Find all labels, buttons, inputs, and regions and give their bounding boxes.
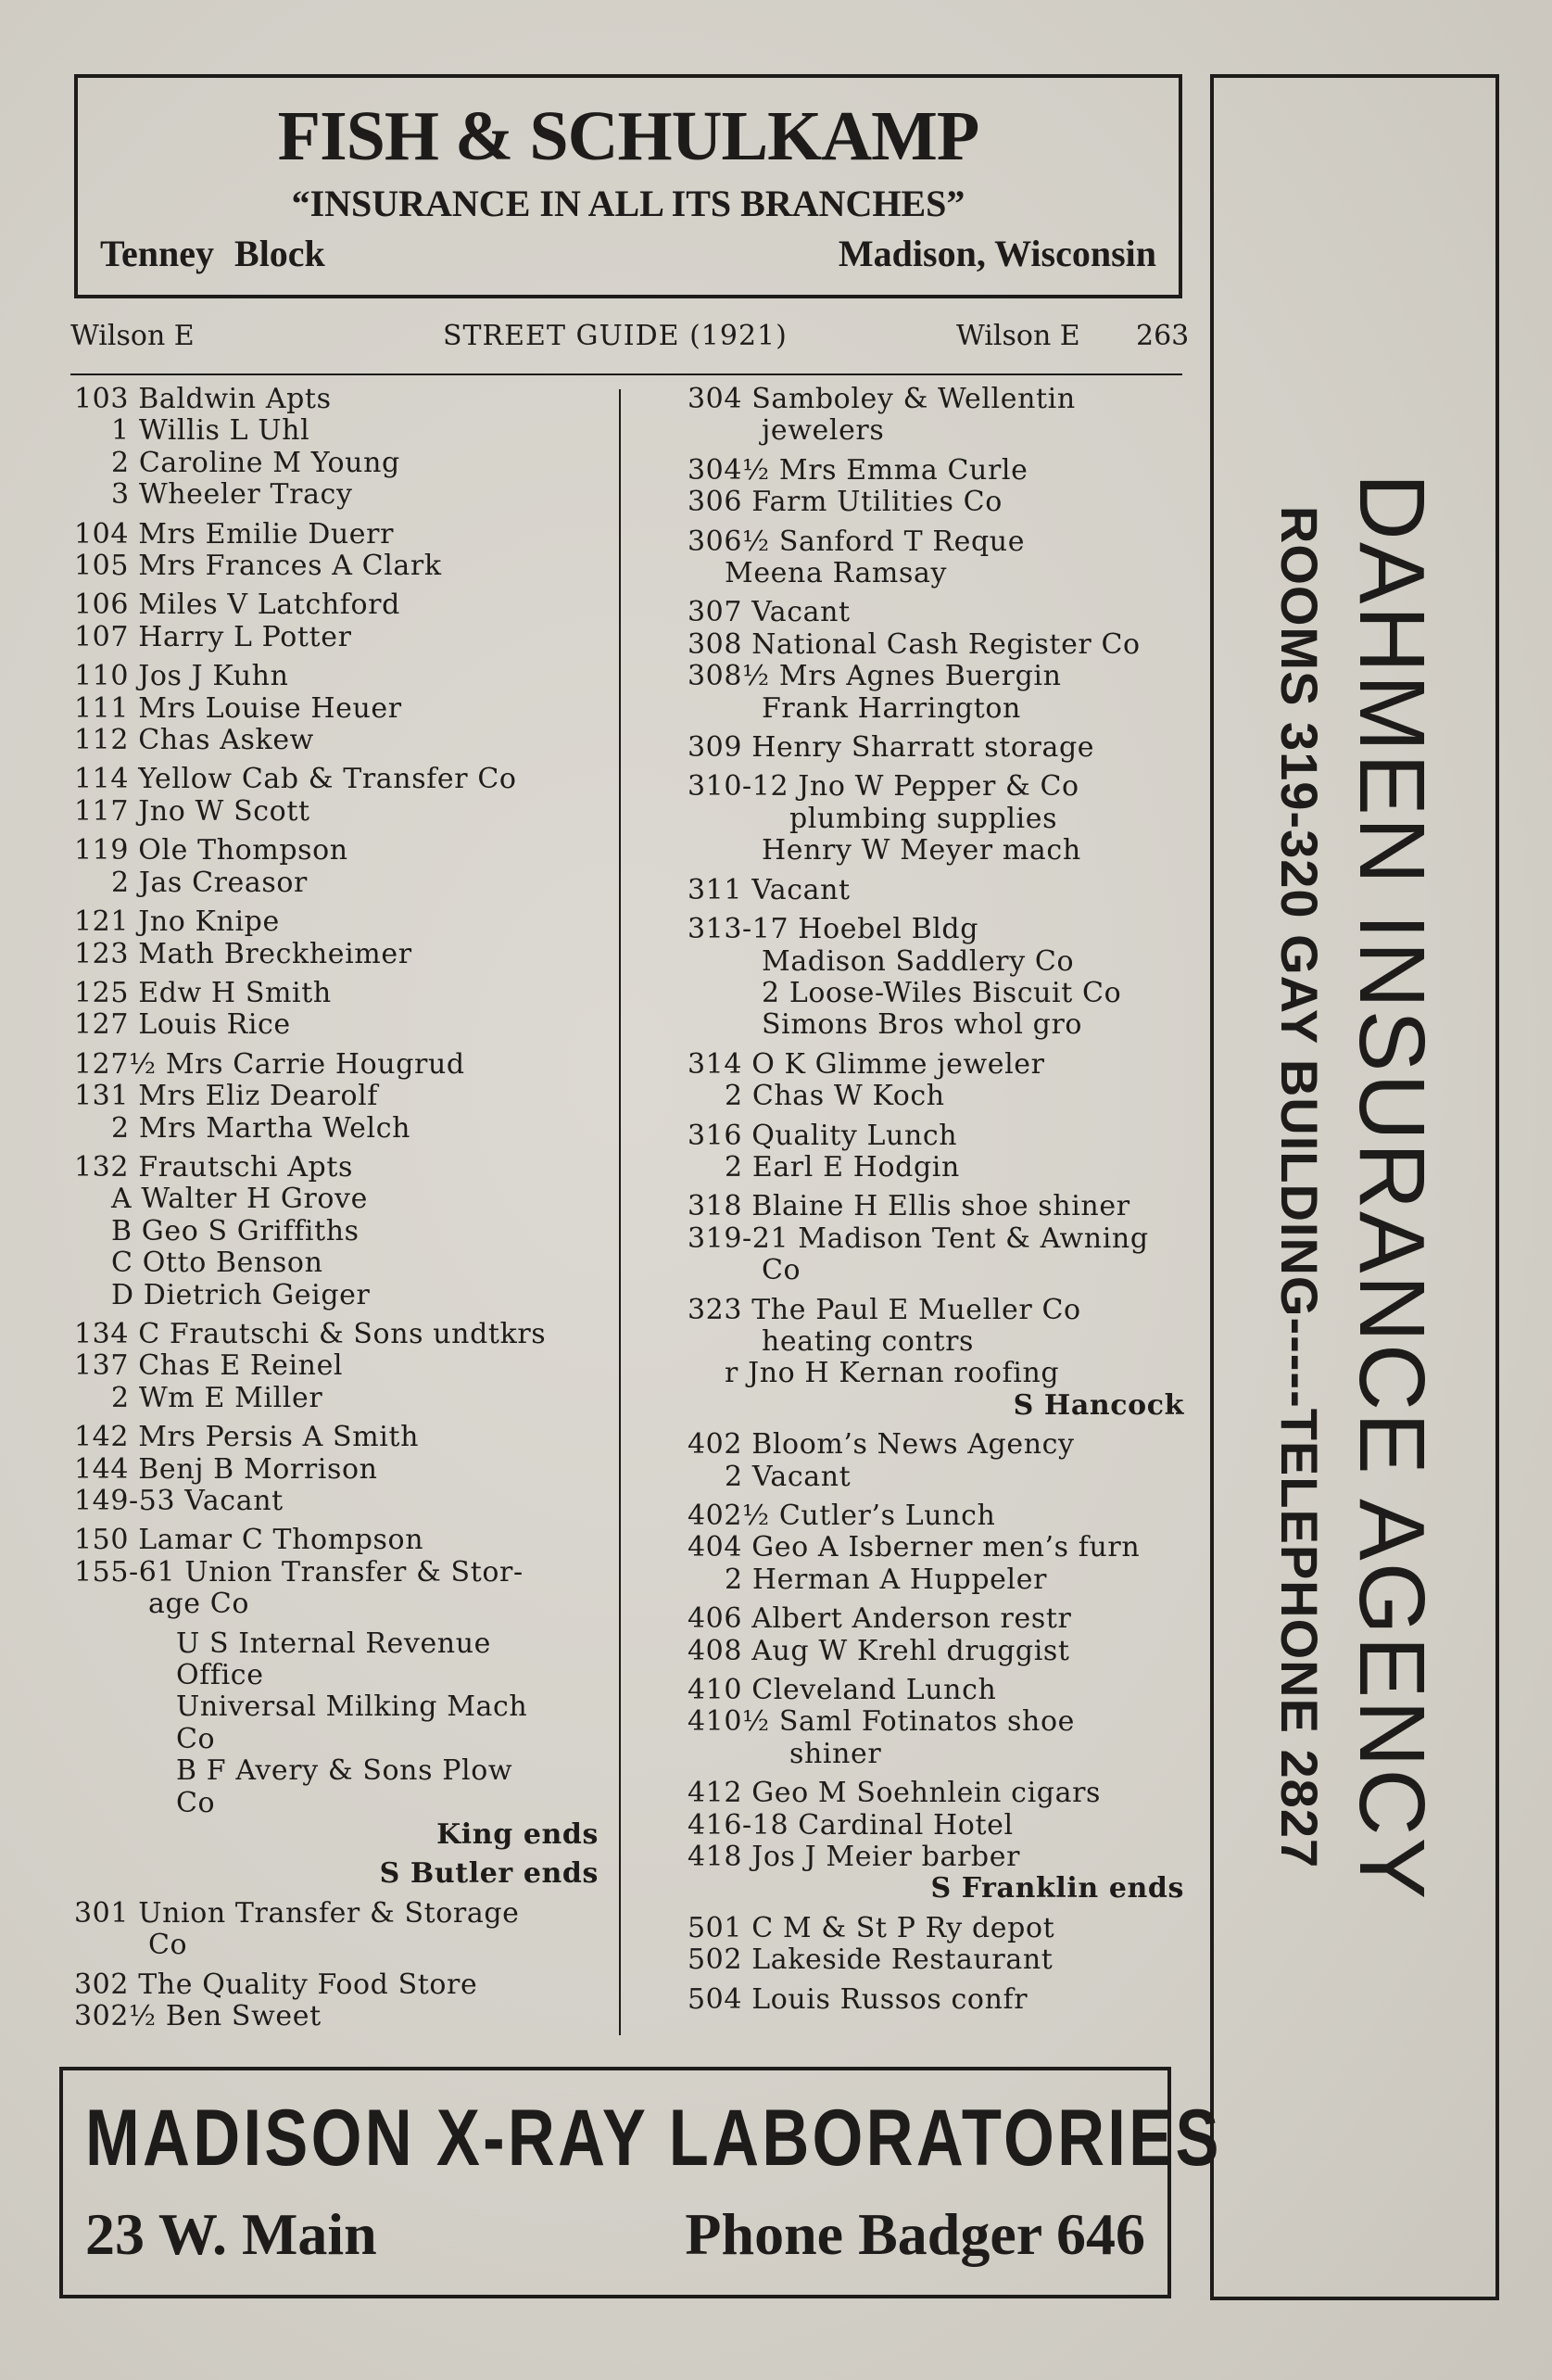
directory-entry: 311 Vacant [688, 873, 851, 906]
ad-firm-name: FISH & SCHULKAMP [277, 97, 979, 175]
directory-entry: Co [762, 1254, 801, 1287]
directory-entry: 2 Chas W Koch [725, 1080, 945, 1113]
directory-entry: 110 Jos J Kuhn [74, 660, 289, 693]
directory-entry: 1 Willis L Uhl [111, 414, 310, 448]
directory-entry: 144 Benj B Morrison [74, 1452, 378, 1486]
directory-entry: 2 Mrs Martha Welch [111, 1111, 411, 1145]
directory-entry: 132 Frautschi Apts [74, 1150, 353, 1184]
cross-street-marker: S Hancock [1013, 1388, 1184, 1422]
header-street-right: Wilson E [956, 320, 1080, 352]
ad-location: Tenney Block [100, 233, 325, 274]
cross-street-marker: King ends [436, 1818, 599, 1852]
directory-entry: 313-17 Hoebel Bldg [688, 913, 979, 946]
directory-entry: 504 Louis Russos confr [688, 1982, 1028, 2016]
cross-street-marker: S Franklin ends [930, 1872, 1184, 1905]
ad-lab-address: 23 W. Main [85, 2201, 377, 2267]
directory-entry: Madison Saddlery Co [762, 944, 1075, 978]
directory-entry: 150 Lamar C Thompson [74, 1524, 424, 1557]
directory-entry: 103 Baldwin Apts [74, 383, 332, 415]
fish-schulkamp-ad [74, 74, 1182, 298]
directory-entry: 2 Caroline M Young [111, 446, 400, 479]
directory-entry: 402 Bloom’s News Agency [688, 1428, 1075, 1462]
directory-entry: 125 Edw H Smith [74, 976, 332, 1009]
directory-entry: 137 Chas E Reinel [74, 1349, 344, 1383]
directory-entry: 319-21 Madison Tent & Awning [688, 1222, 1149, 1255]
directory-entry: Office [176, 1659, 264, 1692]
directory-entry: 2 Herman A Huppeler [725, 1563, 1048, 1596]
directory-entry: 121 Jno Knipe [74, 905, 280, 939]
header-title: STREET GUIDE (1921) [443, 320, 788, 352]
directory-entry: B Geo S Griffiths [111, 1214, 360, 1247]
directory-entry: 404 Geo A Isberner men’s furn [688, 1531, 1141, 1564]
directory-entry: 119 Ole Thompson [74, 834, 348, 867]
directory-entry: 2 Wm E Miller [111, 1381, 323, 1414]
directory-entry: 301 Union Transfer & Storage [74, 1896, 520, 1930]
directory-entry: 412 Geo M Soehnlein cigars [688, 1777, 1102, 1810]
directory-entry: jewelers [762, 414, 885, 448]
directory-entry: age Co [148, 1588, 249, 1621]
directory-entry: 123 Math Breckheimer [74, 937, 412, 970]
ad-agency-contact: ROOMS 319-320 GAY BUILDING-----TELEPHONE 2827 [1270, 505, 1329, 1869]
directory-entry: 3 Wheeler Tracy [111, 478, 353, 512]
ad-lab-name: MADISON X-RAY LABORATORIES [85, 2094, 1222, 2183]
directory-entry: 302½ Ben Sweet [74, 2000, 322, 2033]
directory-entry: B F Avery & Sons Plow [176, 1754, 513, 1788]
ad-agency-name: DAHMEN INSURANCE AGENCY [1340, 473, 1444, 1902]
directory-entry: 502 Lakeside Restaurant [688, 1943, 1054, 1977]
directory-entry: Co [176, 1786, 216, 1819]
directory-entry: Co [176, 1722, 216, 1755]
directory-entry: 114 Yellow Cab & Transfer Co [74, 763, 517, 796]
directory-entry: 308 National Cash Register Co [688, 627, 1141, 661]
directory-entry: 306½ Sanford T Reque [688, 525, 1026, 558]
directory-entry: 314 O K Glimme jeweler [688, 1047, 1045, 1081]
directory-entry: 309 Henry Sharratt storage [688, 731, 1095, 765]
directory-entry: 408 Aug W Krehl druggist [688, 1634, 1070, 1667]
directory-entry: 410½ Saml Fotinatos shoe [688, 1705, 1075, 1739]
directory-entry: 2 Jas Creasor [111, 866, 308, 899]
directory-entry: 107 Harry L Potter [74, 620, 352, 653]
directory-entry: U S Internal Revenue [176, 1627, 492, 1660]
directory-entry: 106 Miles V Latchford [74, 589, 400, 622]
directory-entry: 2 Loose-Wiles Biscuit Co [762, 976, 1122, 1009]
directory-entry: 112 Chas Askew [74, 724, 314, 757]
directory-entry: 117 Jno W Scott [74, 794, 310, 828]
directory-entry: 302 The Quality Food Store [74, 1968, 478, 2001]
directory-entry: 304½ Mrs Emma Curle [688, 453, 1028, 487]
directory-entry: 306 Farm Utilities Co [688, 486, 1003, 519]
header-street-left: Wilson E [70, 320, 195, 352]
directory-entry: plumbing supplies [789, 802, 1058, 835]
directory-entry: 402½ Cutler’s Lunch [688, 1500, 996, 1532]
directory-entry: A Walter H Grove [111, 1183, 368, 1216]
cross-street-marker: S Butler ends [379, 1857, 599, 1891]
directory-entry: 127 Louis Rice [74, 1008, 291, 1042]
directory-entry: shiner [789, 1737, 882, 1770]
ad-lab-phone: Phone Badger 646 [685, 2201, 1145, 2267]
directory-entry: 134 C Frautschi & Sons undtkrs [74, 1317, 547, 1350]
directory-entry: 149-53 Vacant [74, 1485, 284, 1517]
directory-entry: 304 Samboley & Wellentin [688, 383, 1076, 415]
directory-entry: Simons Bros whol gro [762, 1008, 1083, 1042]
directory-entry: 104 Mrs Emilie Duerr [74, 517, 395, 551]
directory-entry: 131 Mrs Eliz Dearolf [74, 1080, 379, 1113]
directory-entry: C Otto Benson [111, 1247, 323, 1280]
directory-entry: r Jno H Kernan roofing [725, 1357, 1060, 1390]
directory-entry: 308½ Mrs Agnes Buergin [688, 660, 1062, 693]
column-divider [619, 389, 621, 2035]
directory-entry: 2 Vacant [725, 1460, 852, 1493]
directory-entry: 310-12 Jno W Pepper & Co [688, 770, 1079, 804]
directory-entry: Henry W Meyer mach [762, 834, 1081, 867]
directory-entry: 406 Albert Anderson restr [688, 1602, 1072, 1636]
xray-laboratories-ad [59, 2067, 1222, 2298]
left-column [74, 384, 602, 2033]
directory-entry: heating contrs [762, 1324, 975, 1358]
directory-entry: 323 The Paul E Mueller Co [688, 1293, 1081, 1326]
directory-entry: 142 Mrs Persis A Smith [74, 1421, 420, 1454]
ad-city: Madison, Wisconsin [838, 233, 1156, 274]
right-column [688, 384, 1188, 2016]
directory-entry: 318 Blaine H Ellis shoe shiner [688, 1190, 1130, 1223]
directory-entry: 155-61 Union Transfer & Stor- [74, 1555, 524, 1589]
directory-entry: Frank Harrington [762, 691, 1021, 725]
directory-entry: 105 Mrs Frances A Clark [74, 550, 442, 583]
directory-entry: 2 Earl E Hodgin [725, 1150, 960, 1184]
directory-entry: 127½ Mrs Carrie Hougrud [74, 1047, 465, 1081]
dahmen-insurance-ad [1210, 74, 1499, 2300]
directory-entry: D Dietrich Geiger [111, 1278, 371, 1311]
page-number: 263 [1136, 320, 1190, 352]
directory-entry: Universal Milking Mach [176, 1690, 528, 1724]
directory-entry: 316 Quality Lunch [688, 1119, 958, 1152]
directory-entry: 410 Cleveland Lunch [688, 1674, 997, 1707]
ad-tagline: “INSURANCE IN ALL ITS BRANCHES” [291, 183, 965, 224]
directory-entry: 111 Mrs Louise Heuer [74, 691, 402, 725]
directory-entry: 416-18 Cardinal Hotel [688, 1808, 1014, 1842]
directory-entry: 307 Vacant [688, 596, 851, 629]
directory-entry: 418 Jos J Meier barber [688, 1841, 1021, 1874]
directory-entry: Meena Ramsay [725, 557, 948, 590]
directory-entry: 501 C M & St P Ry depot [688, 1911, 1055, 1944]
header-divider [70, 373, 1182, 375]
directory-entry: Co [148, 1929, 188, 1962]
